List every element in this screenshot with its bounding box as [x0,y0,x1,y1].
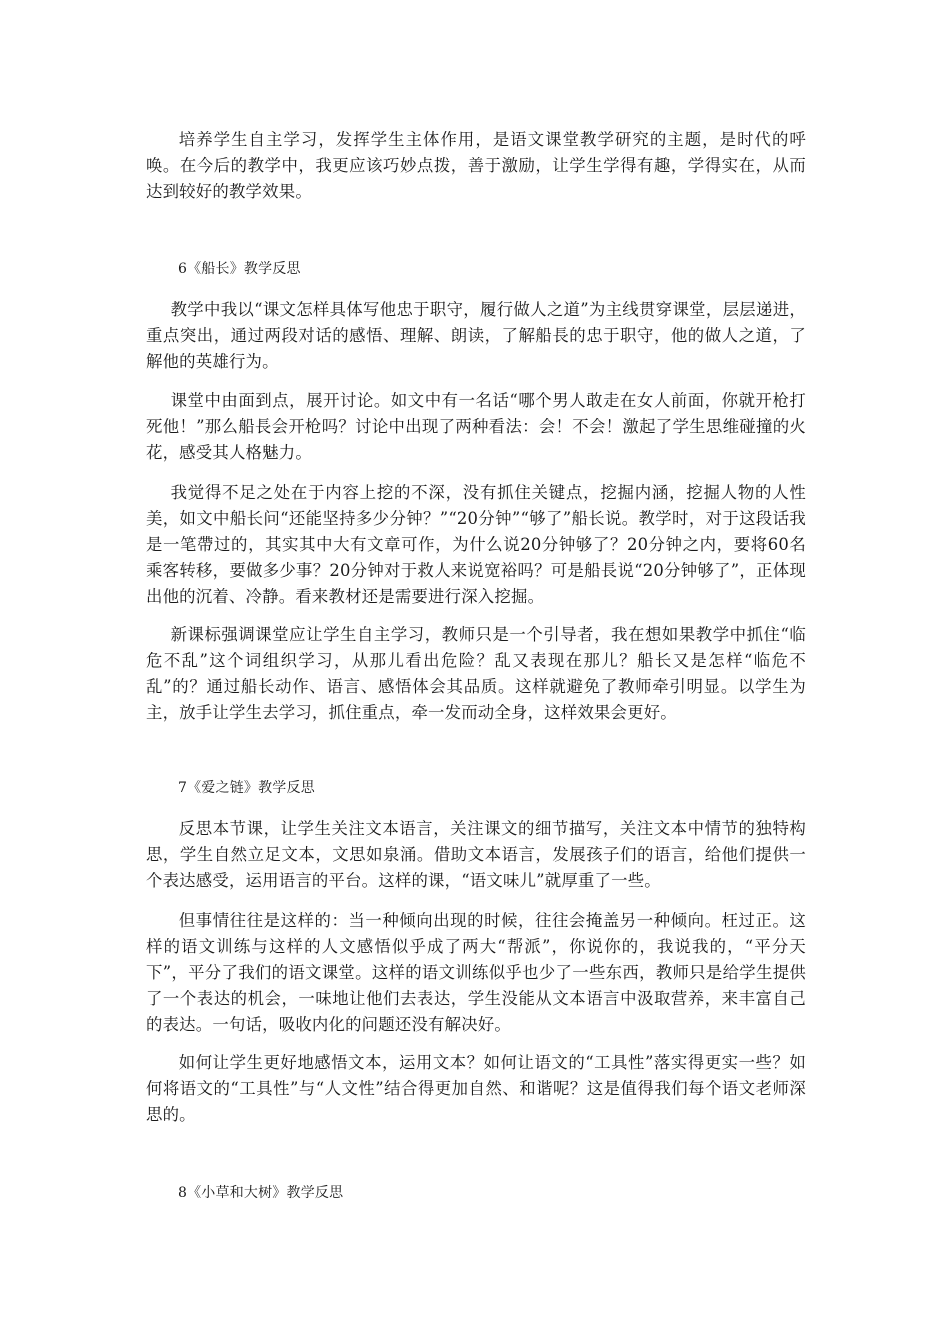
section-heading-6: 6《船长》教学反思 [178,261,301,277]
paragraph-7-3: 如何让学生更好地感悟文本，运用文本？如何让语文的“工具性”落实得更实一些？如何将语文的“工具性”与“人文性”结合得更加自然、和谐呢？这是值得我们每个语文老师深思的。 [146,1053,806,1124]
paragraph-6-2: 课堂中由面到点，展开讨论。如文中有一名话“哪个男人敢走在女人前面，你就开枪打死他！”那么船長会开枪吗？讨论中出现了两种看法：会！不会！激起了学生思维碰撞的火花，感受其人格魅力。 [146,391,806,462]
paragraph-6-3: 我觉得不足之处在于内容上挖的不深，没有抓住关键点，挖掘内涵，挖掘人物的人性美，如文中船长问“还能坚持多少分钟？”“20分钟”“够了”船长说。教学时，对于这段话我是一笔帶过的，其实其中大有文章可作，为什么说20分钟够了？20分钟之内，要将60名乘客转移，要做多少事？20分钟对于救人来说宽裕吗？可是船長说“20分钟够了”，正体现出他的沉着、冷静。看来教材还是需要进行深入挖掘。 [146,483,806,606]
paragraph-7-1: 反思本节课，让学生关注文本语言，关注课文的细节描写，关注文本中情节的独特构思，学生自然立足文本，文思如泉涌。借助文本语言，发展孩子们的语言，给他们提供一个表达感受，运用语言的平台。这样的课，“语文味儿”就厚重了一些。 [146,819,806,890]
section-heading-7: 7《爱之链》教学反思 [178,780,315,796]
paragraph-intro: 培养学生自主学习，发挥学生主体作用，是语文课堂教学研究的主题，是时代的呼唤。在今后的教学中，我更应该巧妙点拨，善于激励，让学生学得有趣，学得实在，从而达到较好的教学效果。 [146,130,806,201]
paragraph-7-2: 但事情往往是这样的：当一种倾向出现的时候，往往会掩盖另一种倾向。枉过正。这样的语文训练与这样的人文感悟似乎成了两大“帮派”，你说你的，我说我的，“平分天下”，平分了我们的语文课堂。这样的语文训练似乎也少了一些东西，教师只是给学生提供了一个表达的机会，一味地让他们去表达，学生没能从文本语言中汲取营养，来丰富自己的表达。一句话，吸收内化的问题还没有解决好。 [146,911,806,1034]
paragraph-6-1: 教学中我以“课文怎样具体写他忠于职守，履行做人之道”为主线贯穿课堂，层层递进，重点突出，通过两段对话的感悟、理解、朗读，了解船長的忠于职守，他的做人之道，了解他的英雄行为。 [146,300,806,371]
section-heading-8: 8《小草和大树》教学反思 [178,1185,344,1201]
paragraph-6-4: 新课标强调课堂应让学生自主学习，教师只是一个引导者，我在想如果教学中抓住“临危不乱”这个词组织学习，从那儿看出危险？乱又表现在那儿？船长又是怎样“临危不乱”的？通过船长动作、语言、感悟体会其品质。这样就避免了教师牵引明显。以学生为主，放手让学生去学习，抓住重点，牵一发而动全身，这样效果会更好。 [146,625,806,722]
